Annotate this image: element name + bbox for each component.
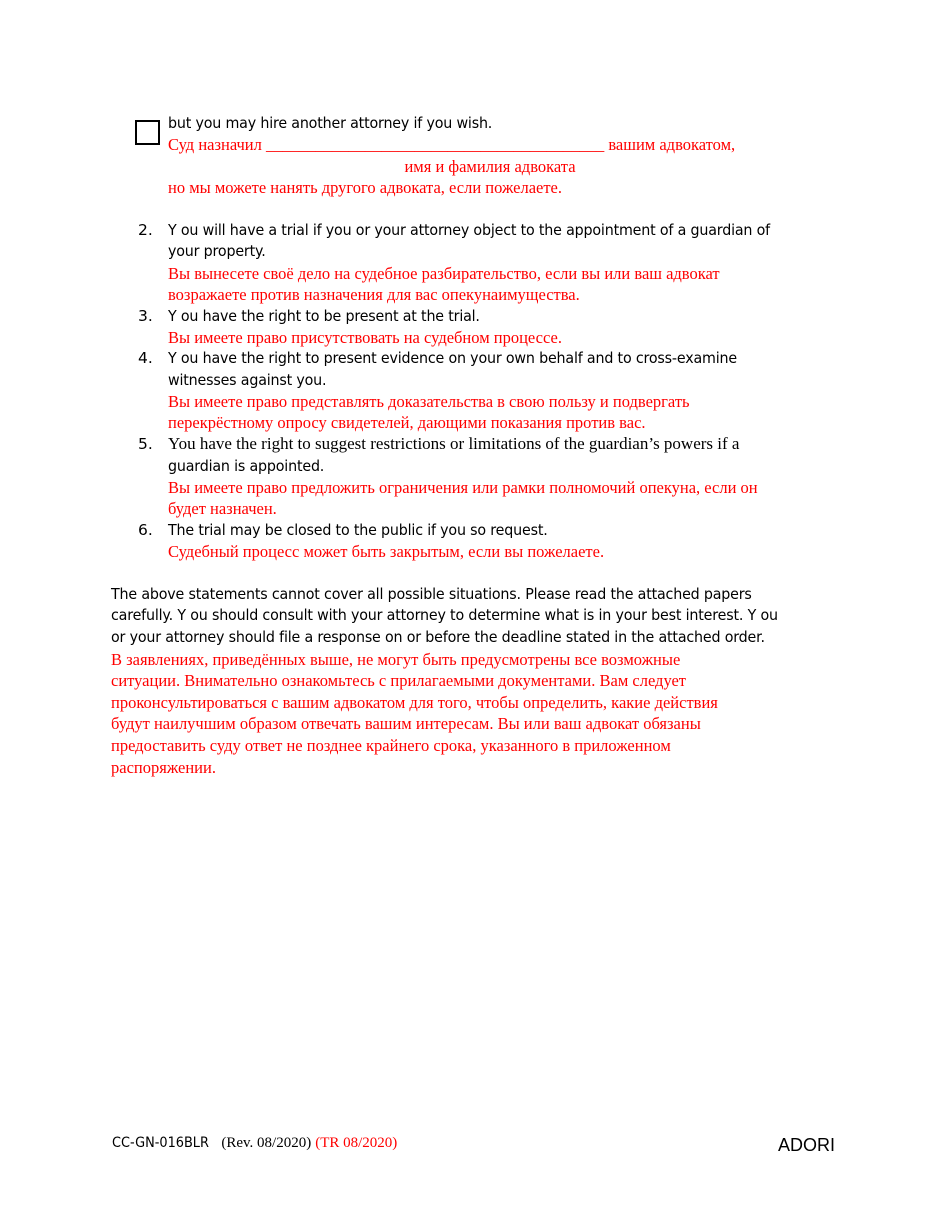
translation-revision: (TR 08/2020) (315, 1135, 398, 1151)
brand-label: ADORI (778, 1135, 836, 1155)
item-en-line: You have the right to suggest restrictions or limitations of the guardian’s powers if a (168, 434, 740, 453)
option-ru-line (168, 135, 735, 155)
blank-caption: имя и фамилия адвоката (404, 157, 576, 176)
attorney-name-blank[interactable]: _________________________________________ (265, 135, 605, 154)
closing-ru-line: ситуации. Внимательно ознакомьтесь с прилагаемыми документами. Вам следует (111, 671, 687, 690)
item-en-line: guardian is appointed. (168, 457, 325, 475)
item-en-line: Y ou will have a trial if you or your attorney object to the appointment of a guardian of (168, 221, 770, 239)
form-footer (112, 1134, 397, 1152)
item-number: 4. (138, 349, 153, 367)
item-ru-line: Вы вынесете своё дело на судебное разбирательство, если вы или ваш адвокат (168, 264, 720, 283)
item-ru-line: Вы имеете право представлять доказательства в свою пользу и подвергать (168, 392, 690, 411)
item-number: 6. (138, 521, 153, 539)
item-ru-line: Вы имеете право присутствовать на судебном процессе. (168, 328, 562, 347)
item-en-line: your property. (168, 242, 266, 260)
item-ru-line: перекрёстному опросу свидетелей, дающими показания против вас. (168, 413, 646, 432)
item-number: 3. (138, 307, 153, 325)
item-ru-line: будет назначен. (168, 499, 277, 518)
item-number: 2. (138, 221, 153, 239)
closing-en-line: The above statements cannot cover all possible situations. Please read the attached papers (111, 585, 752, 603)
closing-ru-line: распоряжении. (111, 758, 216, 777)
item-en-line: witnesses against you. (168, 371, 327, 389)
option-ru-prefix: Суд назначил (168, 135, 262, 154)
closing-ru-line: будут наилучшим образом отвечать вашим интересам. Вы или ваш адвокат обязаны (111, 714, 701, 733)
option-en-text: but you may hire another attorney if you wish. (168, 114, 493, 132)
item-ru-line: Вы имеете право предложить ограничения или рамки полномочий опекуна, если он (168, 478, 758, 497)
option-ru-hire-line: но мы можете нанять другого адвоката, если пожелаете. (168, 178, 563, 197)
item-number: 5. (138, 435, 153, 453)
closing-ru-line: предоставить суду ответ не позднее крайнего срока, указанного в приложенном (111, 736, 671, 755)
item-en-line: The trial may be closed to the public if you so request. (168, 521, 548, 539)
option-ru-suffix: вашим адвокатом, (608, 135, 736, 154)
closing-en-line: carefully. Y ou should consult with your attorney to determine what is in your best interest. Y ou (111, 606, 778, 624)
closing-ru-line: В заявлениях, приведённых выше, не могут быть предусмотрены все возможные (111, 650, 681, 669)
item-en-line: Y ou have the right to be present at the trial. (168, 307, 480, 325)
item-en-line: Y ou have the right to present evidence on your own behalf and to cross-examine (168, 349, 737, 367)
closing-en-line: or your attorney should file a response on or before the deadline stated in the attached order. (111, 628, 765, 646)
attorney-option-checkbox[interactable] (135, 120, 160, 145)
form-revision: (Rev. 08/2020) (221, 1135, 312, 1151)
item-ru-line: Судебный процесс может быть закрытым, если вы пожелаете. (168, 542, 605, 561)
closing-ru-line: проконсультироваться с вашим адвокатом для того, чтобы определить, какие действия (111, 693, 718, 712)
item-ru-line: возражаете против назначения для вас опекунаимущества. (168, 285, 580, 304)
form-code: CC-GN-016BLR (112, 1135, 209, 1151)
